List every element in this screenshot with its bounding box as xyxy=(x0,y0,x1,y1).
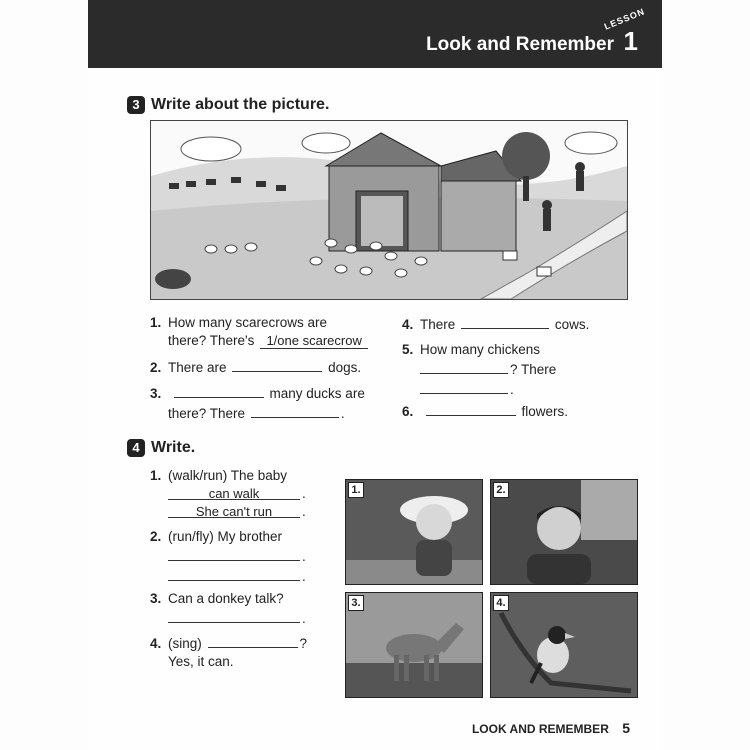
photo-3-label: 3. xyxy=(348,595,364,611)
s3-question-3: 3. many ducks are there? There . xyxy=(150,383,365,423)
s4-q4-blank[interactable] xyxy=(208,633,298,648)
s3-q5-blank-2[interactable] xyxy=(420,379,508,394)
section-4-heading xyxy=(127,439,195,457)
photo-1-label: 1. xyxy=(348,482,364,498)
s4-q1-answer-2[interactable]: She can't run xyxy=(168,503,300,518)
s3-q5-blank-1[interactable] xyxy=(420,359,508,374)
photo-2-label: 2. xyxy=(493,482,509,498)
section-3-heading xyxy=(127,96,329,114)
page-footer xyxy=(472,720,630,736)
s4-question-1: 1. (walk/run) The baby can walk . She can't run . xyxy=(150,468,306,519)
photo-bird xyxy=(490,592,638,698)
lesson-header xyxy=(88,0,662,68)
s3-question-2: 2. There are dogs. xyxy=(150,357,361,377)
farm-illustration xyxy=(150,120,628,300)
baby-image xyxy=(346,480,482,584)
bird-image xyxy=(491,593,637,697)
section-4-title: Write. xyxy=(151,439,196,456)
s4-q2-blank-1[interactable] xyxy=(168,546,300,561)
s4-q1-answer-1[interactable]: can walk xyxy=(168,485,300,500)
s3-q6-blank[interactable] xyxy=(426,401,516,416)
s4-q3-blank[interactable] xyxy=(168,608,300,623)
s4-question-3: 3. Can a donkey talk? . xyxy=(150,591,306,626)
farm-scene-graphic xyxy=(151,121,627,299)
donkey-image xyxy=(346,593,482,697)
section-3-badge: 3 xyxy=(127,96,145,114)
s3-question-1: 1. How many scarecrows are there? There's 1/one scarecrow xyxy=(150,314,370,350)
s4-question-2: 2. (run/fly) My brother . . xyxy=(150,529,306,584)
section-3-title: Write about the picture. xyxy=(151,96,330,113)
s3-question-5: 5. How many chickens ? There . xyxy=(402,342,557,397)
section-4-badge: 4 xyxy=(127,439,145,457)
s3-question-6: 6. flowers. xyxy=(402,401,568,421)
page-title: Look and Remember xyxy=(426,34,614,55)
page-number: 5 xyxy=(622,720,630,736)
footer-title: LOOK AND REMEMBER xyxy=(471,722,609,736)
photo-donkey xyxy=(345,592,483,698)
s4-question-4: 4. (sing) ? Yes, it can. xyxy=(150,633,307,671)
lesson-label: LESSON xyxy=(602,6,647,32)
s3-question-4: 4. There cows. xyxy=(402,314,589,334)
s3-q3-blank-2[interactable] xyxy=(251,403,339,418)
boy-image xyxy=(491,480,637,584)
photo-4-label: 4. xyxy=(493,595,509,611)
s3-q4-blank[interactable] xyxy=(461,314,549,329)
lesson-number: 1 xyxy=(623,26,638,56)
photo-boy xyxy=(490,479,638,585)
s3-q1-answer[interactable]: 1/one scarecrow xyxy=(260,332,368,349)
photo-baby xyxy=(345,479,483,585)
s4-q2-blank-2[interactable] xyxy=(168,566,300,581)
s3-q3-blank-1[interactable] xyxy=(174,383,264,398)
s3-q2-blank[interactable] xyxy=(232,357,322,372)
